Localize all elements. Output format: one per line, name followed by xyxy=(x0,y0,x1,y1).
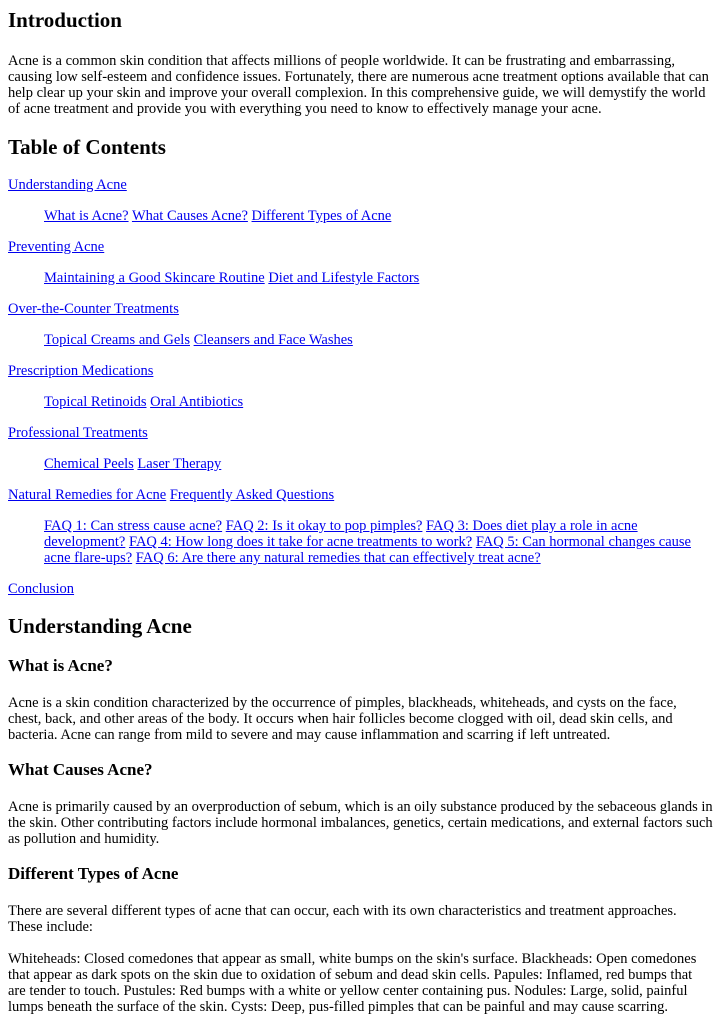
toc-link-oral-antibiotics[interactable]: Oral Antibiotics xyxy=(150,394,244,410)
understanding-acne-heading: Understanding Acne xyxy=(8,614,192,638)
toc-link-natural-remedies[interactable]: Natural Remedies for Acne xyxy=(8,487,167,503)
toc-link-what-causes-acne[interactable]: What Causes Acne? xyxy=(131,208,248,224)
toc-link-faq-2[interactable]: FAQ 2: Is it okay to pop pimples? xyxy=(225,518,423,534)
types-of-acne-list-paragraph: Whiteheads: Closed comedones that appear as small, white bumps on the skin's surface. Blackheads: Open comedones that appear as dark spots on the skin due to oxidation of sebum and dead skin cells. Papules: Inflamed, red bumps that are tender to touch. Pustules: Red bumps with a white or yellow center containing pus. Nodules: Large, solid, painful lumps beneath the surface of the skin. Cysts: Deep, pus-filled pimples that can be painful and may cause scarring. xyxy=(8,951,697,1015)
toc-link-faq-3[interactable]: FAQ 3: Does diet play a role in acne development? xyxy=(44,518,638,550)
toc-heading: Table of Contents xyxy=(8,135,166,159)
toc-link-topical-retinoids[interactable]: Topical Retinoids xyxy=(44,394,147,410)
toc-link-diet-lifestyle[interactable]: Diet and Lifestyle Factors xyxy=(268,270,420,286)
types-of-acne-heading: Different Types of Acne xyxy=(8,864,179,883)
what-causes-acne-heading: What Causes Acne? xyxy=(8,760,153,779)
toc-link-faq-6[interactable]: FAQ 6: Are there any natural remedies that can effectively treat acne? xyxy=(135,550,541,566)
what-is-acne-paragraph: Acne is a skin condition characterized by the occurrence of pimples, blackheads, whiteheads, and cysts on the face, chest, back, and other areas of the body. It occurs when hair follicles become clogged with oil, dead skin cells, and bacteria. Acne can range from mild to severe and may cause inflammation and scarring if left untreated. xyxy=(8,695,677,743)
toc-link-faq-1[interactable]: FAQ 1: Can stress cause acne? xyxy=(44,518,223,534)
toc-link-understanding-acne[interactable]: Understanding Acne xyxy=(8,177,127,193)
toc-link-faq-5[interactable]: FAQ 5: Can hormonal changes cause acne flare-ups? xyxy=(44,534,691,566)
introduction-paragraph: Acne is a common skin condition that affects millions of people worldwide. It can be frustrating and embarrassing, causing low self-esteem and confidence issues. Fortunately, there are numerous acne treatment options available that can help clear up your skin and improve your overall complexion. In this comprehensive guide, we will demystify the world of acne treatment and provide you with everything you need to know to effectively manage your acne. xyxy=(8,53,709,117)
what-causes-acne-paragraph: Acne is primarily caused by an overproduction of sebum, which is an oily substance produced by the sebaceous glands in the skin. Other contributing factors include hormonal imbalances, genetics, certain medications, and external factors such as pollution and humidity. xyxy=(8,799,713,847)
toc-link-different-types-of-acne[interactable]: Different Types of Acne xyxy=(251,208,392,224)
toc-link-cleansers[interactable]: Cleansers and Face Washes xyxy=(193,332,353,348)
toc-link-skincare-routine[interactable]: Maintaining a Good Skincare Routine xyxy=(44,270,265,286)
toc-link-preventing-acne[interactable]: Preventing Acne xyxy=(8,239,105,255)
toc-link-topical-creams[interactable]: Topical Creams and Gels xyxy=(44,332,190,348)
toc-link-chemical-peels[interactable]: Chemical Peels xyxy=(44,456,134,472)
toc-link-faq[interactable]: Frequently Asked Questions xyxy=(169,487,335,503)
toc-link-prescription-medications[interactable]: Prescription Medications xyxy=(8,363,154,379)
table-of-contents xyxy=(8,177,713,597)
toc-link-what-is-acne[interactable]: What is Acne? xyxy=(44,208,129,224)
what-is-acne-heading: What is Acne? xyxy=(8,656,113,675)
toc-link-laser-therapy[interactable]: Laser Therapy xyxy=(137,456,222,472)
toc-link-otc-treatments[interactable]: Over-the-Counter Treatments xyxy=(8,301,179,317)
toc-link-faq-4[interactable]: FAQ 4: How long does it take for acne treatments to work? xyxy=(128,534,473,550)
toc-link-professional-treatments[interactable]: Professional Treatments xyxy=(8,425,148,441)
types-of-acne-intro-paragraph: There are several different types of acne that can occur, each with its own characteristics and treatment approaches. These include: xyxy=(8,903,677,935)
toc-link-conclusion[interactable]: Conclusion xyxy=(8,581,75,597)
introduction-heading: Introduction xyxy=(8,8,122,32)
